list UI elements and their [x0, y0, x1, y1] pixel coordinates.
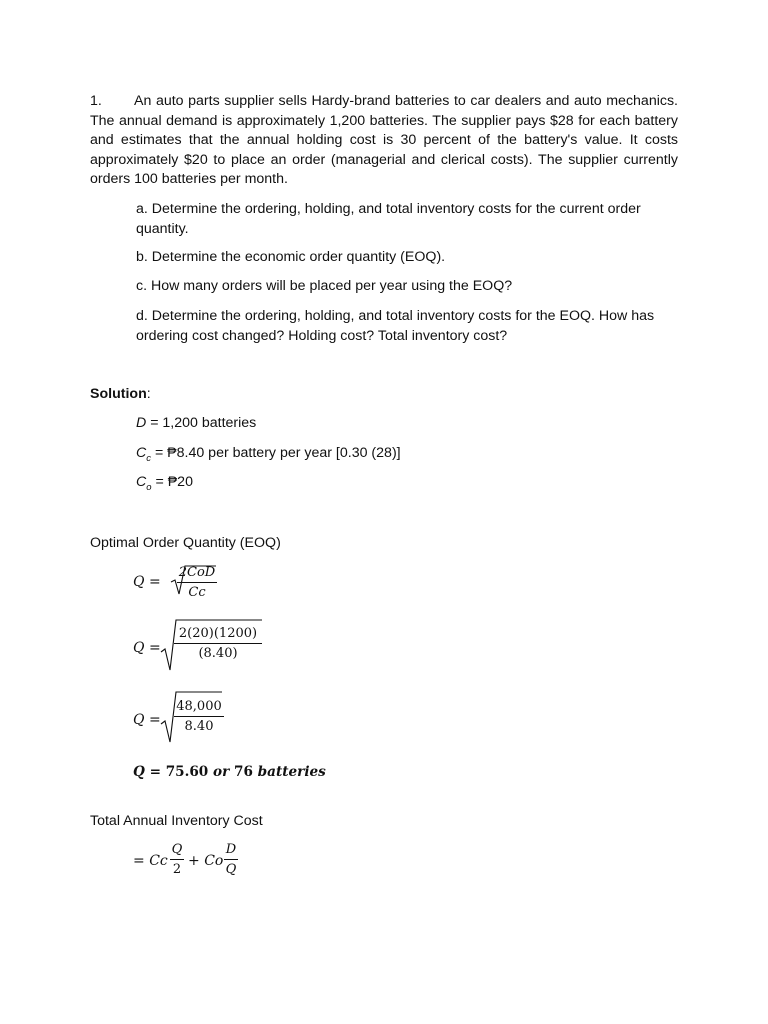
part-b: b. Determine the economic order quantity (EOQ). [136, 249, 446, 265]
demand-var: D [136, 415, 147, 431]
total-cost-frac2: D Q [225, 842, 237, 877]
eoq-formula-lhs: Q = [133, 574, 161, 590]
part-c: c. How many orders will be placed per year using the EOQ? [136, 278, 513, 294]
carrying-cost-value: = ₱8.40 per battery per year [0.30 (28)] [151, 445, 401, 461]
total-cost-term1: = Cc [133, 853, 168, 869]
demand-line [136, 415, 256, 431]
demand-value: = 1,200 batteries [146, 415, 257, 431]
eoq-formula-fraction: 2CoD Cc [178, 565, 216, 600]
problem-number: 1. [90, 93, 102, 109]
eoq-step2-lhs: Q = [133, 712, 161, 728]
eoq-step1-lhs: Q = [133, 640, 161, 656]
ordering-cost-value: = ₱20 [151, 474, 193, 490]
part-d: d. Determine the ordering, holding, and total inventory costs for the EOQ. How has ordering cost changed? Holding cost? Total inventory cost? [136, 308, 655, 344]
ordering-cost-line: $C_o$ = ₱20 [136, 474, 193, 493]
problem-text: An auto parts supplier sells Hardy-brand batteries to car dealers and auto mechanics. The annual demand is approximately 1,200 batteries. The supplier pays $28 for each battery and estimates that the annual holding cost is 30 percent of the battery's value. It costs approximately $20 to place an order (managerial and clerical costs). The supplier currently orders 100 batteries per month. [90, 93, 678, 188]
eoq-result: Q = 75.60 or 76 batteries [133, 764, 326, 780]
solution-heading: Solution: [90, 386, 151, 402]
eoq-step2-fraction: 48,000 8.40 [174, 699, 224, 734]
problem-statement [90, 92, 678, 190]
total-cost-heading: Total Annual Inventory Cost [90, 813, 263, 829]
eoq-step1-fraction: 2(20)(1200) (8.40) [174, 626, 262, 661]
total-cost-term2: + Co [188, 853, 224, 869]
total-cost-frac1: Q 2 [171, 842, 183, 877]
carrying-cost-line: $C_c$ = ₱8.40 per battery per year [0.30 (28)] [136, 445, 401, 464]
eoq-heading: Optimal Order Quantity (EOQ) [90, 535, 281, 551]
part-a: a. Determine the ordering, holding, and total inventory costs for the current order quantity. [136, 201, 641, 237]
